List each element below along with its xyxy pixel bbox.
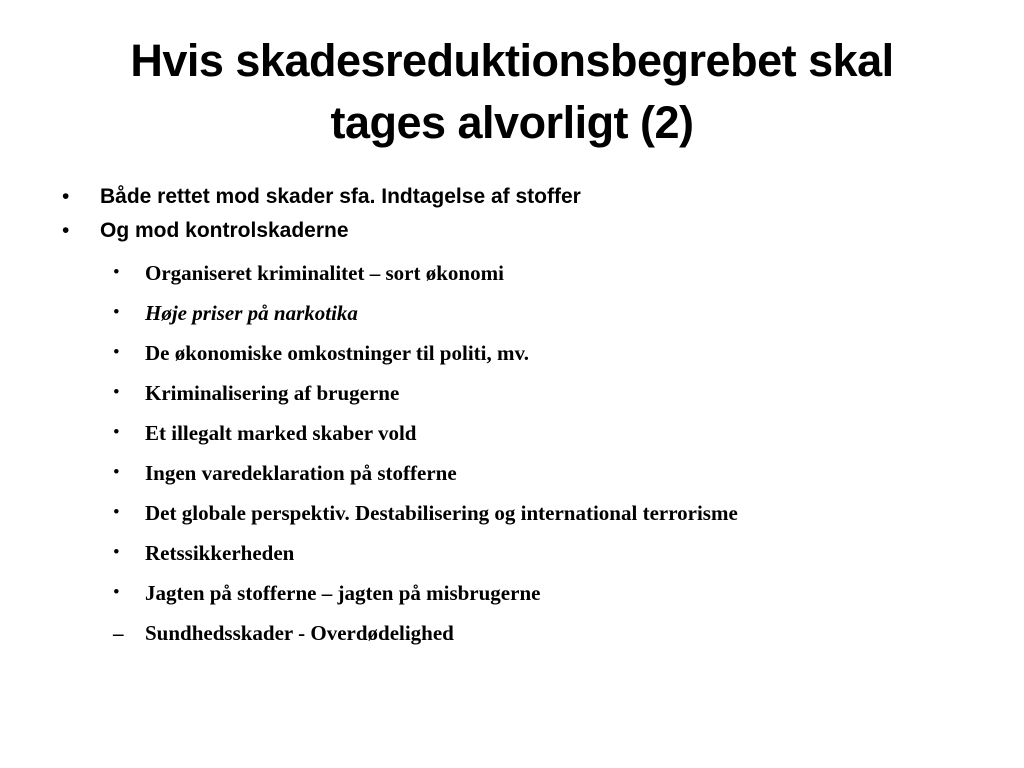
- bullet-icon: •: [113, 262, 120, 283]
- dash-icon: –: [113, 621, 124, 645]
- sub-bullet-text: Sundhedsskader - Overdødelighed: [145, 621, 454, 645]
- sub-bullet-item: [113, 613, 738, 653]
- bullet-icon: •: [113, 582, 120, 603]
- sub-bullet-item: [113, 253, 738, 293]
- sub-bullet-text: Jagten på stofferne – jagten på misbrugerne: [145, 581, 541, 605]
- sub-bullet-text: Ingen varedeklaration på stofferne: [145, 461, 457, 485]
- main-bullet-item: [62, 180, 581, 214]
- title-line-1: Hvis skadesreduktionsbegrebet skal: [130, 35, 894, 86]
- sub-bullet-item: [113, 573, 738, 613]
- sub-bullet-text: Organiseret kriminalitet – sort økonomi: [145, 261, 504, 285]
- bullet-icon: •: [113, 462, 120, 483]
- sub-bullet-text: Høje priser på narkotika: [145, 301, 358, 325]
- bullet-icon: •: [113, 342, 120, 363]
- bullet-icon: •: [113, 382, 120, 403]
- bullet-icon: •: [62, 185, 70, 208]
- bullet-icon: •: [113, 502, 120, 523]
- bullet-icon: •: [113, 422, 120, 443]
- sub-bullet-item: [113, 493, 738, 533]
- sub-bullet-item: [113, 453, 738, 493]
- sub-bullet-text: De økonomiske omkostninger til politi, mv.: [145, 341, 530, 365]
- main-bullet-item: [62, 214, 581, 248]
- sub-bullet-item: [113, 373, 738, 413]
- sub-bullet-text: Det globale perspektiv. Destabilisering og international terrorisme: [145, 501, 738, 525]
- sub-bullet-text: Retssikkerheden: [145, 541, 295, 565]
- main-bullet-text: Og mod kontrolskaderne: [100, 219, 349, 242]
- main-bullet-text: Både rettet mod skader sfa. Indtagelse af stoffer: [100, 185, 581, 208]
- bullet-icon: •: [62, 219, 70, 242]
- slide-title: [40, 30, 984, 154]
- bullet-icon: •: [113, 302, 120, 323]
- main-bullet-list: [62, 180, 581, 248]
- title-line-2: tages alvorligt (2): [330, 97, 694, 148]
- sub-bullet-list: [113, 253, 738, 653]
- sub-bullet-text: Kriminalisering af brugerne: [145, 381, 400, 405]
- sub-bullet-item: [113, 533, 738, 573]
- sub-bullet-item: [113, 333, 738, 373]
- sub-bullet-item: [113, 413, 738, 453]
- bullet-icon: •: [113, 542, 120, 563]
- sub-bullet-text: Et illegalt marked skaber vold: [145, 421, 417, 445]
- sub-bullet-item: [113, 293, 738, 333]
